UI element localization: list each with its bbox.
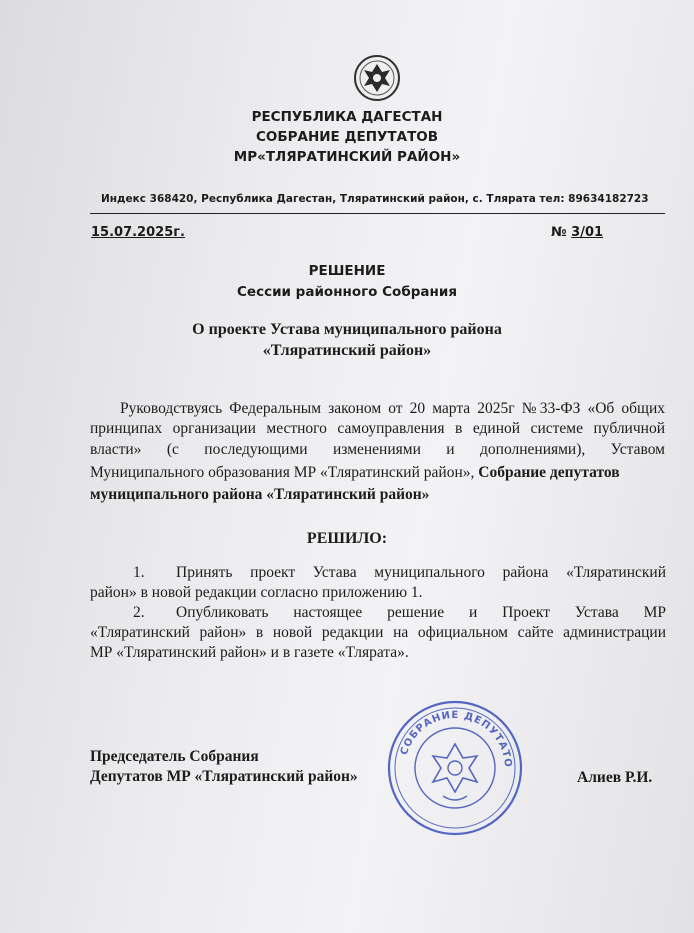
item-1-line-1: Принять проект Устава муниципального района «Тляратинский: [176, 564, 666, 581]
subject-line-1: О проекте Устава муниципального района: [192, 321, 502, 338]
signatory-title-line-1: Председатель Собрания: [90, 748, 259, 765]
header-district: МР«ТЛЯРАТИНСКИЙ РАЙОН»: [233, 149, 461, 165]
preamble-line-1: Руководствуясь Федеральным законом от 20 марта 2025г №33-ФЗ «Об общих: [120, 400, 665, 417]
subject-line-2: «Тляратинский район»: [262, 342, 432, 359]
preamble-line-3: власти» (с последующими изменениями и дополнениями), Уставом: [90, 441, 665, 458]
signatory-title-line-2: Депутатов МР «Тляратинский район»: [90, 768, 358, 785]
item-1-line-2: район» в новой редакции согласно приложению 1.: [90, 584, 423, 601]
number-value: 3/01: [571, 225, 604, 240]
item-2-number: 2.: [133, 604, 145, 621]
decided-heading: РЕШИЛО:: [306, 530, 388, 547]
decision-number: [551, 225, 603, 240]
item-2-line-2: «Тляратинский район» в новой редакции на официальном сайте администрации: [90, 624, 666, 641]
item-1-number: 1.: [133, 564, 145, 581]
header-assembly: СОБРАНИЕ ДЕПУТАТОВ: [255, 129, 439, 145]
preamble-line-4: [90, 463, 670, 483]
preamble-line-5: муниципального района «Тляратинский район»: [90, 486, 430, 503]
decision-subheading: Сессии районного Собрания: [237, 284, 457, 300]
coat-of-arms-icon: [352, 54, 402, 102]
official-stamp: [385, 698, 525, 838]
header-address: Индекс 368420, Республика Дагестан, Тляратинский район, с. Тлярата тел: 89634182723: [101, 193, 649, 205]
item-2-line-1: Опубликовать настоящее решение и Проект Устава МР: [176, 604, 666, 621]
decision-heading: РЕШЕНИЕ: [308, 263, 386, 279]
signatory-name: Алиев Р.И.: [577, 769, 653, 786]
stamp-text: СОБРАНИЕ ДЕПУТАТО: [398, 709, 514, 769]
item-2-line-3: МР «Тляратинский район» и в газете «Тлярата».: [90, 644, 409, 661]
preamble-line-2: принципах организации местного самоуправления в единой системе публичной: [90, 420, 665, 437]
preamble-line-4-bold: Собрание депутатов: [478, 464, 620, 481]
header-republic: РЕСПУБЛИКА ДАГЕСТАН: [251, 109, 443, 125]
number-prefix: №: [551, 225, 572, 240]
header-divider: [90, 213, 665, 214]
decision-date: 15.07.2025г.: [91, 225, 185, 240]
preamble-line-4-normal: Муниципального образования МР «Тляратинский район»,: [90, 464, 479, 481]
